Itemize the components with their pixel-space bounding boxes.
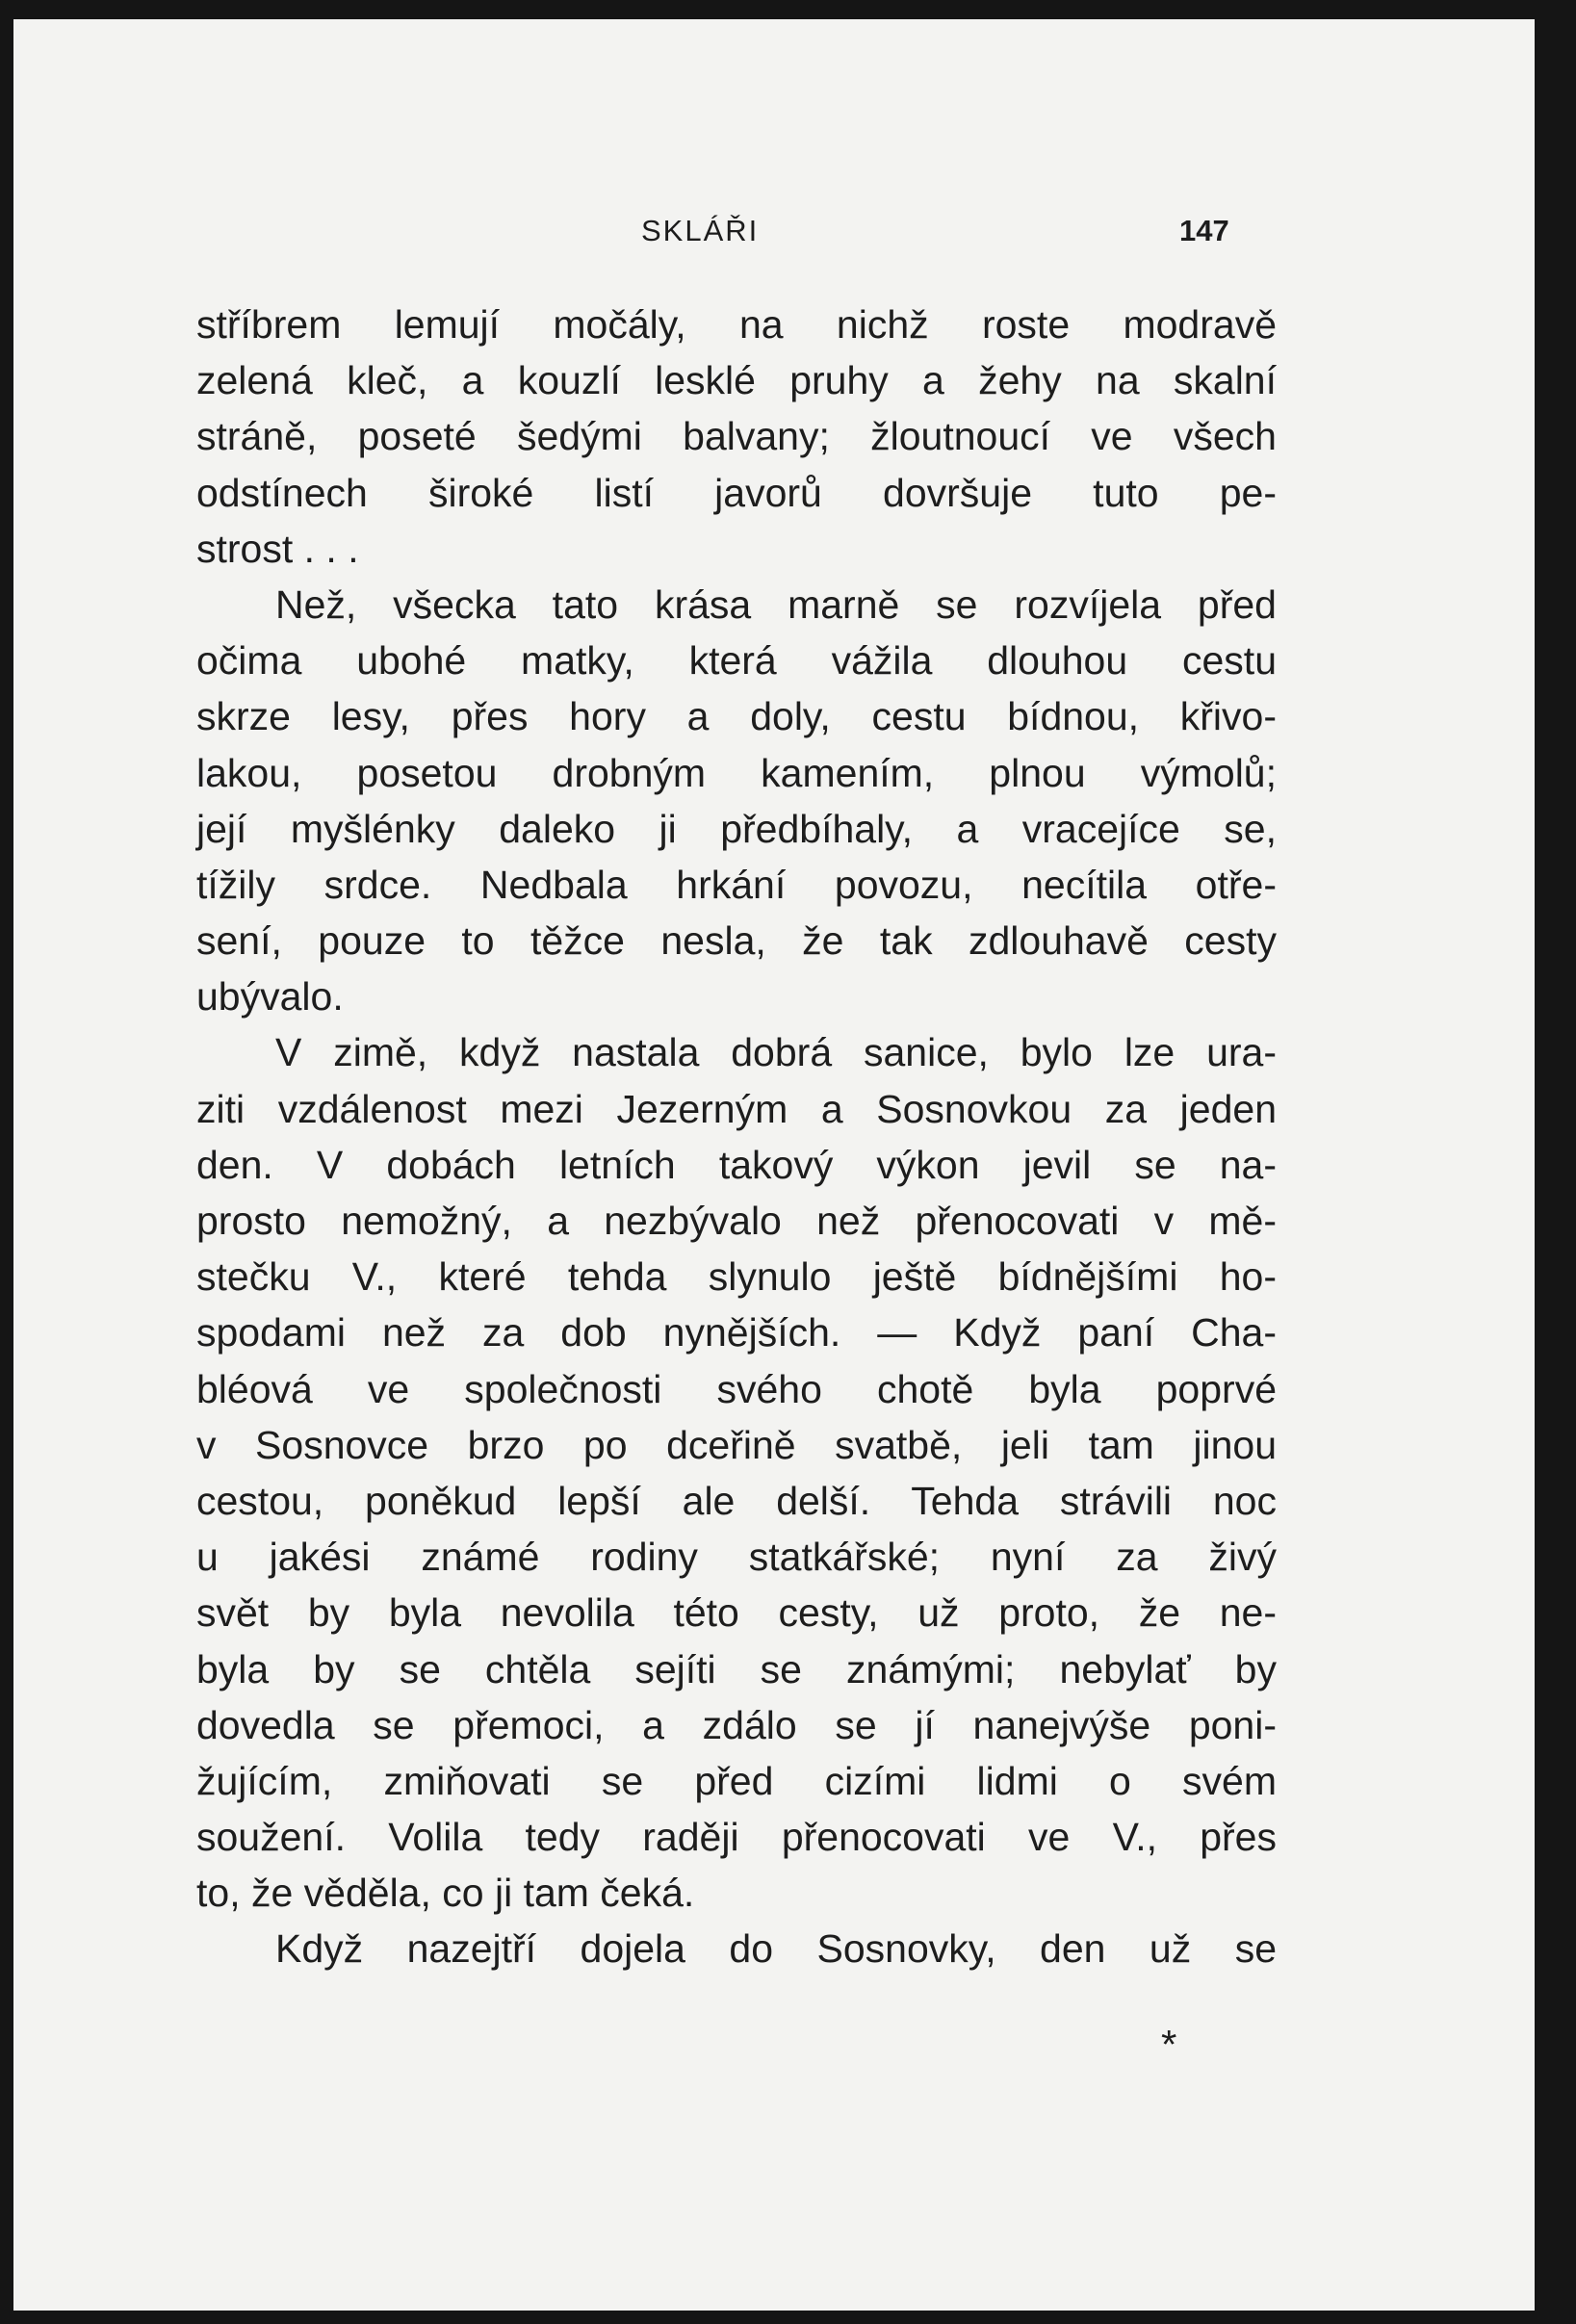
text-line: spodami než za dob nynějších. — Když paní Cha- xyxy=(196,1310,1277,1356)
text-line: lakou, posetou drobným kamením, plnou výmolů; xyxy=(196,750,1277,795)
text-line: očima ubohé matky, která vážila dlouhou cestu xyxy=(196,638,1277,684)
text-line: stříbrem lemují močály, na nichž roste modravě xyxy=(196,302,1277,347)
text-line: tížily srdce. Nedbala hrkání povozu, necítila otře- xyxy=(196,862,1277,907)
text-line: ziti vzdálenost mezi Jezerným a Sosnovkou za jeden xyxy=(196,1086,1277,1131)
text-line: V zimě, když nastala dobrá sanice, bylo lze ura- xyxy=(275,1030,1277,1075)
text-line: svět by byla nevolila této cesty, už proto, že ne- xyxy=(196,1590,1277,1636)
text-line: sení, pouze to těžce nesla, že tak zdlouhavě cesty xyxy=(196,918,1277,964)
text-line: u jakési známé rodiny statkářské; nyní za živý xyxy=(196,1535,1277,1580)
book-page xyxy=(13,19,1535,2311)
text-line: den. V dobách letních takový výkon jevil se na- xyxy=(196,1142,1277,1187)
text-line: Než, všecka tato krása marně se rozvíjela před xyxy=(275,581,1277,627)
text-line: odstínech široké listí javorů dovršuje tuto pe- xyxy=(196,470,1277,515)
text-line: skrze lesy, přes hory a doly, cestu bídnou, křivo- xyxy=(196,694,1277,739)
text-line: dovedla se přemoci, a zdálo se jí nanejvýše poni- xyxy=(196,1702,1277,1747)
text-line: stráně, poseté šedými balvany; žloutnoucí ve všech xyxy=(196,414,1277,459)
running-title: SKLÁŘI xyxy=(641,214,760,247)
text-line: byla by se chtěla sejíti se známými; nebylať by xyxy=(196,1646,1277,1691)
text-line: to, že věděla, co ji tam čeká. xyxy=(196,1871,695,1916)
text-line: prosto nemožný, a nezbývalo než přenocovati v mě- xyxy=(196,1199,1277,1243)
page-number: 147 xyxy=(1179,214,1229,247)
text-line: cestou, poněkud lepší ale delší. Tehda strávili noc xyxy=(196,1478,1277,1523)
text-line: její myšlénky daleko ji předbíhaly, a vracejíce se, xyxy=(196,806,1277,851)
signature-mark: * xyxy=(1161,2022,1177,2067)
text-line: zelená kleč, a kouzlí lesklé pruhy a žehy na skalní xyxy=(196,358,1277,403)
text-line: žujícím, zmiňovati se před cizími lidmi o svém xyxy=(196,1758,1277,1803)
text-line: ubývalo. xyxy=(196,974,344,1020)
text-line: stečku V., které tehda slynulo ještě bídnějšími ho- xyxy=(196,1254,1277,1300)
text-line: strost . . . xyxy=(196,526,359,571)
text-line: soužení. Volila tedy raději přenocovati ve V., přes xyxy=(196,1815,1277,1860)
page-header xyxy=(13,214,1535,252)
body-text xyxy=(196,297,1277,1977)
text-line: v Sosnovce brzo po dceřině svatbě, jeli tam jinou xyxy=(196,1422,1277,1467)
text-line: bléová ve společnosti svého chotě byla poprvé xyxy=(196,1366,1277,1411)
text-line: Když nazejtří dojela do Sosnovky, den už se xyxy=(275,1926,1277,1972)
